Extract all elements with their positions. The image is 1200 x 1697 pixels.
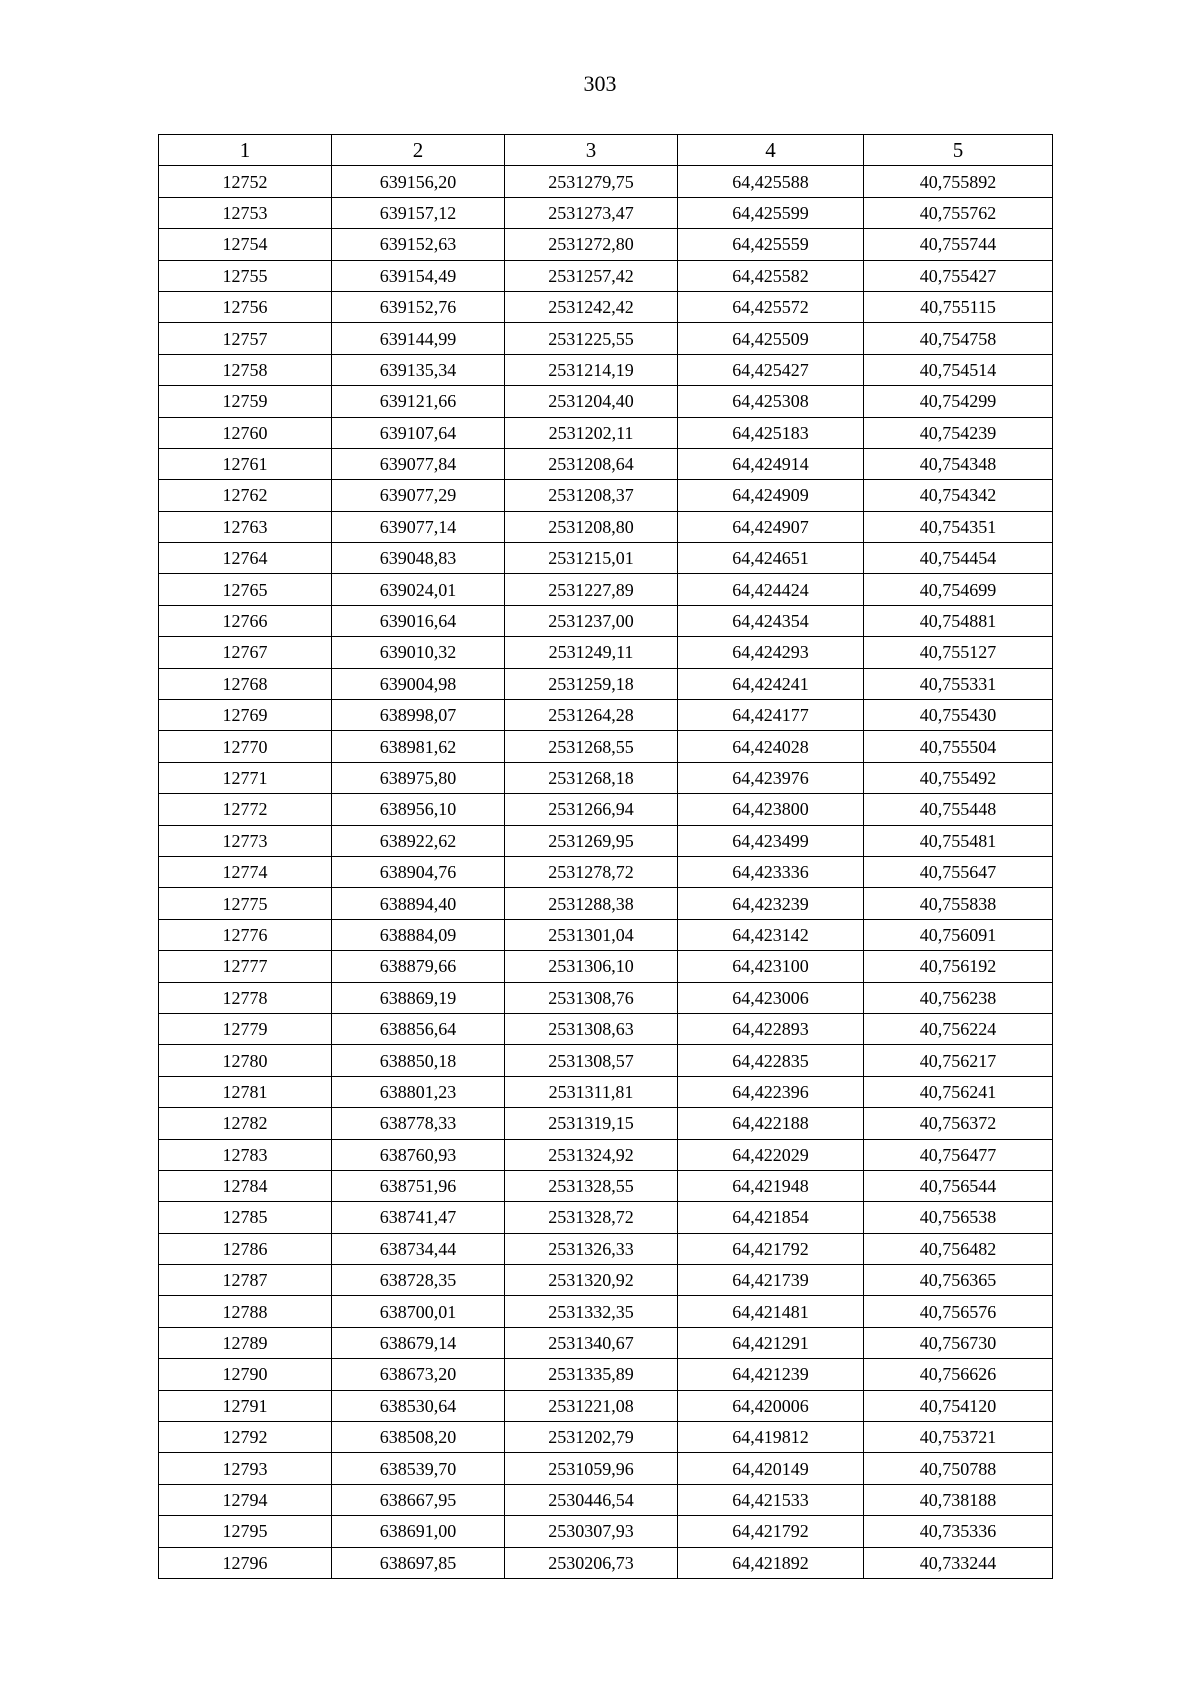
- table-cell: 12786: [159, 1233, 332, 1264]
- table-cell: 64,423006: [678, 982, 864, 1013]
- table-row: [159, 794, 1053, 825]
- table-cell: 64,424907: [678, 511, 864, 542]
- table-cell: 64,424909: [678, 480, 864, 511]
- table-cell: 12753: [159, 197, 332, 228]
- table-cell: 40,754239: [864, 417, 1053, 448]
- table-cell: 638879,66: [332, 951, 505, 982]
- table-cell: 64,421739: [678, 1265, 864, 1296]
- table-cell: 638884,09: [332, 919, 505, 950]
- table-cell: 40,756372: [864, 1108, 1053, 1139]
- table-row: [159, 417, 1053, 448]
- table-cell: 638700,01: [332, 1296, 505, 1327]
- table-cell: 64,422396: [678, 1076, 864, 1107]
- table-cell: 12760: [159, 417, 332, 448]
- table-cell: 2531257,42: [505, 260, 678, 291]
- table-cell: 64,425588: [678, 166, 864, 197]
- table-cell: 639010,32: [332, 637, 505, 668]
- table-row: [159, 700, 1053, 731]
- table-cell: 2531306,10: [505, 951, 678, 982]
- table-cell: 12761: [159, 448, 332, 479]
- table-cell: 2531332,35: [505, 1296, 678, 1327]
- table-cell: 638956,10: [332, 794, 505, 825]
- table-cell: 64,421239: [678, 1359, 864, 1390]
- table-cell: 12785: [159, 1202, 332, 1233]
- table-row: [159, 1108, 1053, 1139]
- table-cell: 639077,14: [332, 511, 505, 542]
- table-cell: 40,754758: [864, 323, 1053, 354]
- table-cell: 12769: [159, 700, 332, 731]
- table-cell: 12758: [159, 354, 332, 385]
- table-cell: 40,754699: [864, 574, 1053, 605]
- table-cell: 64,422835: [678, 1045, 864, 1076]
- table-cell: 40,755492: [864, 762, 1053, 793]
- table-cell: 64,424424: [678, 574, 864, 605]
- table-cell: 40,756365: [864, 1265, 1053, 1296]
- table-cell: 12752: [159, 166, 332, 197]
- table-row: [159, 229, 1053, 260]
- table-cell: 2531202,79: [505, 1422, 678, 1453]
- table-row: [159, 825, 1053, 856]
- table-cell: 40,755127: [864, 637, 1053, 668]
- table-cell: 12773: [159, 825, 332, 856]
- table-cell: 40,755504: [864, 731, 1053, 762]
- table-cell: 2531308,76: [505, 982, 678, 1013]
- table-cell: 40,755427: [864, 260, 1053, 291]
- table-cell: 64,421792: [678, 1516, 864, 1547]
- table-cell: 2531326,33: [505, 1233, 678, 1264]
- table-row: [159, 1390, 1053, 1421]
- table-cell: 2531328,55: [505, 1170, 678, 1201]
- table-cell: 12782: [159, 1108, 332, 1139]
- table-row: [159, 354, 1053, 385]
- table-cell: 40,756482: [864, 1233, 1053, 1264]
- table-row: [159, 1045, 1053, 1076]
- table-cell: 2531301,04: [505, 919, 678, 950]
- table-cell: 64,424651: [678, 543, 864, 574]
- table-row: [159, 1233, 1053, 1264]
- table-row: [159, 1359, 1053, 1390]
- table-cell: 40,754120: [864, 1390, 1053, 1421]
- column-header: 3: [505, 135, 678, 166]
- table-cell: 2531208,37: [505, 480, 678, 511]
- table-cell: 12779: [159, 1013, 332, 1044]
- table-cell: 638530,64: [332, 1390, 505, 1421]
- table-cell: 638922,62: [332, 825, 505, 856]
- table-cell: 2531308,63: [505, 1013, 678, 1044]
- table-cell: 639121,66: [332, 386, 505, 417]
- table-cell: 12759: [159, 386, 332, 417]
- table-cell: 40,755892: [864, 166, 1053, 197]
- table-row: [159, 668, 1053, 699]
- table-cell: 64,420006: [678, 1390, 864, 1421]
- table-cell: 64,424914: [678, 448, 864, 479]
- table-cell: 638869,19: [332, 982, 505, 1013]
- table-cell: 12789: [159, 1327, 332, 1358]
- table-row: [159, 1013, 1053, 1044]
- table-row: [159, 448, 1053, 479]
- table-cell: 2531278,72: [505, 856, 678, 887]
- table-cell: 2531320,92: [505, 1265, 678, 1296]
- table-cell: 2530446,54: [505, 1484, 678, 1515]
- table-cell: 12793: [159, 1453, 332, 1484]
- table-cell: 639144,99: [332, 323, 505, 354]
- table-cell: 12777: [159, 951, 332, 982]
- table-cell: 40,750788: [864, 1453, 1053, 1484]
- table-cell: 2531308,57: [505, 1045, 678, 1076]
- table-cell: 12756: [159, 291, 332, 322]
- column-header: 4: [678, 135, 864, 166]
- table-cell: 12762: [159, 480, 332, 511]
- table-cell: 639152,63: [332, 229, 505, 260]
- table-row: [159, 480, 1053, 511]
- table-cell: 2531335,89: [505, 1359, 678, 1390]
- table-cell: 12766: [159, 605, 332, 636]
- table-cell: 638539,70: [332, 1453, 505, 1484]
- table-cell: 64,420149: [678, 1453, 864, 1484]
- table-row: [159, 543, 1053, 574]
- table-cell: 638856,64: [332, 1013, 505, 1044]
- table-cell: 12787: [159, 1265, 332, 1296]
- table-cell: 12765: [159, 574, 332, 605]
- table-cell: 12790: [159, 1359, 332, 1390]
- table-cell: 639016,64: [332, 605, 505, 636]
- table-cell: 639156,20: [332, 166, 505, 197]
- table-cell: 2530307,93: [505, 1516, 678, 1547]
- table-cell: 64,425599: [678, 197, 864, 228]
- table-row: [159, 260, 1053, 291]
- table-cell: 639077,29: [332, 480, 505, 511]
- table-cell: 2531225,55: [505, 323, 678, 354]
- table-row: [159, 1516, 1053, 1547]
- table-cell: 40,755762: [864, 197, 1053, 228]
- table-row: [159, 1296, 1053, 1327]
- table-cell: 2531268,55: [505, 731, 678, 762]
- table-cell: 638679,14: [332, 1327, 505, 1358]
- table-cell: 12757: [159, 323, 332, 354]
- table-cell: 12776: [159, 919, 332, 950]
- table-cell: 2531208,80: [505, 511, 678, 542]
- table-cell: 12788: [159, 1296, 332, 1327]
- column-header: 1: [159, 135, 332, 166]
- table-cell: 2531324,92: [505, 1139, 678, 1170]
- table-cell: 638850,18: [332, 1045, 505, 1076]
- table-cell: 2531319,15: [505, 1108, 678, 1139]
- table-cell: 12783: [159, 1139, 332, 1170]
- table-cell: 12775: [159, 888, 332, 919]
- table-row: [159, 888, 1053, 919]
- table-row: [159, 1484, 1053, 1515]
- table-cell: 64,425427: [678, 354, 864, 385]
- table-cell: 64,423976: [678, 762, 864, 793]
- table-cell: 12754: [159, 229, 332, 260]
- table-cell: 2531059,96: [505, 1453, 678, 1484]
- table-cell: 12796: [159, 1547, 332, 1578]
- table-cell: 2531272,80: [505, 229, 678, 260]
- table-row: [159, 1170, 1053, 1201]
- table-cell: 2531269,95: [505, 825, 678, 856]
- table-cell: 2531288,38: [505, 888, 678, 919]
- table-cell: 2531268,18: [505, 762, 678, 793]
- table-cell: 12767: [159, 637, 332, 668]
- table-cell: 12755: [159, 260, 332, 291]
- table-row: [159, 1202, 1053, 1233]
- table-row: [159, 291, 1053, 322]
- table-row: [159, 1265, 1053, 1296]
- table-row: [159, 511, 1053, 542]
- table-row: [159, 1076, 1053, 1107]
- table-cell: 40,755115: [864, 291, 1053, 322]
- table-cell: 64,423142: [678, 919, 864, 950]
- table-cell: 12781: [159, 1076, 332, 1107]
- table-cell: 40,754351: [864, 511, 1053, 542]
- table-cell: 40,735336: [864, 1516, 1053, 1547]
- table-row: [159, 762, 1053, 793]
- table-cell: 2531328,72: [505, 1202, 678, 1233]
- table-cell: 2530206,73: [505, 1547, 678, 1578]
- table-cell: 64,421533: [678, 1484, 864, 1515]
- table-row: [159, 574, 1053, 605]
- table-cell: 64,425509: [678, 323, 864, 354]
- table-cell: 2531311,81: [505, 1076, 678, 1107]
- table-cell: 2531202,11: [505, 417, 678, 448]
- table-cell: 2531249,11: [505, 637, 678, 668]
- table-cell: 64,424177: [678, 700, 864, 731]
- table-header: [159, 135, 1053, 166]
- table-cell: 2531279,75: [505, 166, 678, 197]
- table-cell: 40,755647: [864, 856, 1053, 887]
- table-cell: 2531242,42: [505, 291, 678, 322]
- table-cell: 638975,80: [332, 762, 505, 793]
- table-cell: 2531215,01: [505, 543, 678, 574]
- table-cell: 638981,62: [332, 731, 505, 762]
- table-cell: 2531214,19: [505, 354, 678, 385]
- table-cell: 40,754881: [864, 605, 1053, 636]
- table-cell: 64,425572: [678, 291, 864, 322]
- table-cell: 40,756544: [864, 1170, 1053, 1201]
- table-cell: 40,756477: [864, 1139, 1053, 1170]
- table-cell: 2531266,94: [505, 794, 678, 825]
- table-row: [159, 1139, 1053, 1170]
- table-cell: 64,423499: [678, 825, 864, 856]
- table-cell: 12784: [159, 1170, 332, 1201]
- table-row: [159, 1327, 1053, 1358]
- table-cell: 40,754514: [864, 354, 1053, 385]
- table-cell: 638894,40: [332, 888, 505, 919]
- table-cell: 638998,07: [332, 700, 505, 731]
- table-cell: 40,755744: [864, 229, 1053, 260]
- table-cell: 638741,47: [332, 1202, 505, 1233]
- table-row: [159, 637, 1053, 668]
- table-row: [159, 1547, 1053, 1578]
- table-cell: 40,754342: [864, 480, 1053, 511]
- table-cell: 40,756091: [864, 919, 1053, 950]
- table-cell: 639135,34: [332, 354, 505, 385]
- table-cell: 64,425183: [678, 417, 864, 448]
- table-cell: 12794: [159, 1484, 332, 1515]
- table-row: [159, 951, 1053, 982]
- table-cell: 12772: [159, 794, 332, 825]
- table-cell: 638508,20: [332, 1422, 505, 1453]
- table-cell: 639024,01: [332, 574, 505, 605]
- table-cell: 64,421291: [678, 1327, 864, 1358]
- table-cell: 638667,95: [332, 1484, 505, 1515]
- table-cell: 64,421854: [678, 1202, 864, 1233]
- table-row: [159, 856, 1053, 887]
- table-row: [159, 919, 1053, 950]
- table-cell: 40,756238: [864, 982, 1053, 1013]
- table-cell: 40,733244: [864, 1547, 1053, 1578]
- table-cell: 638904,76: [332, 856, 505, 887]
- table-row: [159, 1422, 1053, 1453]
- table-cell: 12791: [159, 1390, 332, 1421]
- table-cell: 40,753721: [864, 1422, 1053, 1453]
- table-cell: 40,756217: [864, 1045, 1053, 1076]
- table-cell: 40,755331: [864, 668, 1053, 699]
- table-cell: 639157,12: [332, 197, 505, 228]
- table-row: [159, 386, 1053, 417]
- table-cell: 638673,20: [332, 1359, 505, 1390]
- table-cell: 638751,96: [332, 1170, 505, 1201]
- table-cell: 2531340,67: [505, 1327, 678, 1358]
- table-cell: 12774: [159, 856, 332, 887]
- table-cell: 638728,35: [332, 1265, 505, 1296]
- coordinates-table: [158, 134, 1053, 1579]
- table-cell: 639077,84: [332, 448, 505, 479]
- table-cell: 40,755430: [864, 700, 1053, 731]
- column-header: 2: [332, 135, 505, 166]
- page-number: 303: [583, 71, 617, 96]
- table-cell: 40,754348: [864, 448, 1053, 479]
- table-cell: 12778: [159, 982, 332, 1013]
- table-cell: 64,421481: [678, 1296, 864, 1327]
- table-cell: 639154,49: [332, 260, 505, 291]
- table-cell: 64,421892: [678, 1547, 864, 1578]
- table-cell: 12768: [159, 668, 332, 699]
- table-cell: 64,419812: [678, 1422, 864, 1453]
- table-cell: 40,755838: [864, 888, 1053, 919]
- table-cell: 2531259,18: [505, 668, 678, 699]
- table-cell: 40,756538: [864, 1202, 1053, 1233]
- table-cell: 638697,85: [332, 1547, 505, 1578]
- table-cell: 12795: [159, 1516, 332, 1547]
- table-cell: 40,756626: [864, 1359, 1053, 1390]
- table-cell: 64,425559: [678, 229, 864, 260]
- table-cell: 64,423100: [678, 951, 864, 982]
- table-cell: 12780: [159, 1045, 332, 1076]
- table-cell: 40,755481: [864, 825, 1053, 856]
- table-cell: 638801,23: [332, 1076, 505, 1107]
- table-row: [159, 605, 1053, 636]
- table-cell: 2531264,28: [505, 700, 678, 731]
- table-cell: 64,421948: [678, 1170, 864, 1201]
- header-row: [159, 135, 1053, 166]
- table-cell: 2531273,47: [505, 197, 678, 228]
- table-row: [159, 731, 1053, 762]
- table-row: [159, 197, 1053, 228]
- table-cell: 40,754299: [864, 386, 1053, 417]
- table-cell: 639048,83: [332, 543, 505, 574]
- table-cell: 639152,76: [332, 291, 505, 322]
- table-body: [159, 166, 1053, 1579]
- table-cell: 12771: [159, 762, 332, 793]
- table-cell: 2531208,64: [505, 448, 678, 479]
- table-cell: 2531237,00: [505, 605, 678, 636]
- table-cell: 12792: [159, 1422, 332, 1453]
- table-cell: 40,755448: [864, 794, 1053, 825]
- table-cell: 40,756192: [864, 951, 1053, 982]
- table-cell: 12770: [159, 731, 332, 762]
- table-cell: 64,424028: [678, 731, 864, 762]
- table-cell: 64,424354: [678, 605, 864, 636]
- table-cell: 40,756224: [864, 1013, 1053, 1044]
- table-cell: 64,422893: [678, 1013, 864, 1044]
- table-cell: 40,738188: [864, 1484, 1053, 1515]
- table-cell: 638778,33: [332, 1108, 505, 1139]
- table-cell: 40,756730: [864, 1327, 1053, 1358]
- table-cell: 64,425582: [678, 260, 864, 291]
- table-cell: 64,425308: [678, 386, 864, 417]
- table-row: [159, 1453, 1053, 1484]
- table-cell: 2531227,89: [505, 574, 678, 605]
- table-cell: 40,756241: [864, 1076, 1053, 1107]
- table-cell: 64,422029: [678, 1139, 864, 1170]
- column-header: 5: [864, 135, 1053, 166]
- table-cell: 64,421792: [678, 1233, 864, 1264]
- table-cell: 638691,00: [332, 1516, 505, 1547]
- table-cell: 638734,44: [332, 1233, 505, 1264]
- table-row: [159, 982, 1053, 1013]
- table-cell: 64,423336: [678, 856, 864, 887]
- table-cell: 64,423239: [678, 888, 864, 919]
- table-cell: 40,754454: [864, 543, 1053, 574]
- table-cell: 638760,93: [332, 1139, 505, 1170]
- table-cell: 2531221,08: [505, 1390, 678, 1421]
- table-cell: 64,424241: [678, 668, 864, 699]
- table-cell: 2531204,40: [505, 386, 678, 417]
- table-cell: 64,423800: [678, 794, 864, 825]
- table-cell: 639004,98: [332, 668, 505, 699]
- table-cell: 64,422188: [678, 1108, 864, 1139]
- table-cell: 12764: [159, 543, 332, 574]
- table-row: [159, 323, 1053, 354]
- table-cell: 639107,64: [332, 417, 505, 448]
- table-row: [159, 166, 1053, 197]
- table-cell: 64,424293: [678, 637, 864, 668]
- table-cell: 12763: [159, 511, 332, 542]
- table-cell: 40,756576: [864, 1296, 1053, 1327]
